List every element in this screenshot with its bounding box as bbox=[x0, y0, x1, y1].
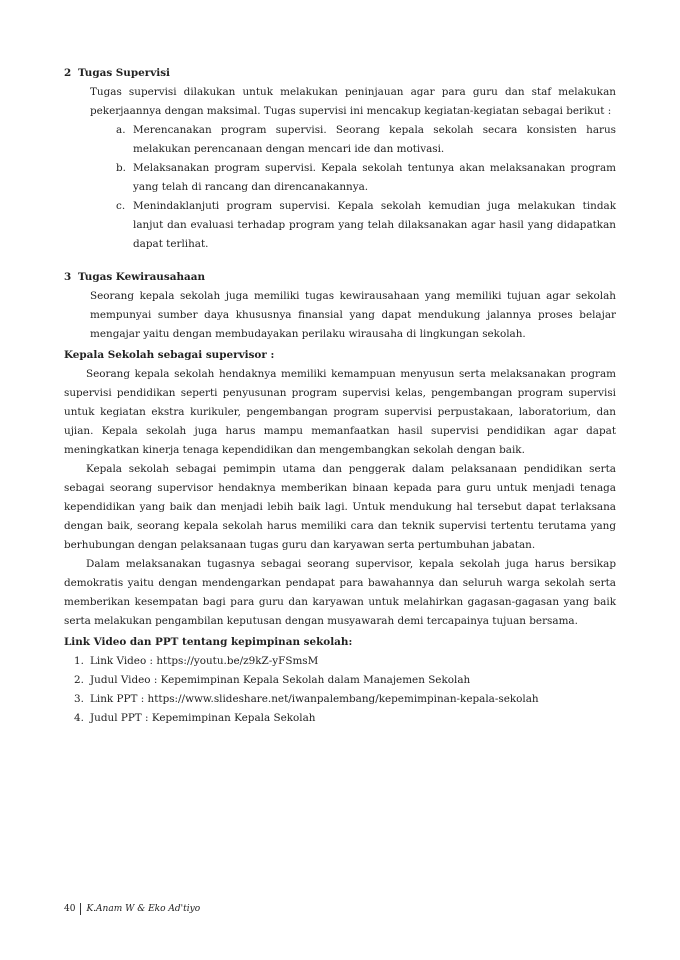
list-item bbox=[116, 197, 616, 254]
page-footer bbox=[64, 902, 200, 916]
section-2-intro: Tugas supervisi dilakukan untuk melakukan peninjauan agar para guru dan staf melakukan pekerjaannya dengan maksimal. Tugas supervisi ini mencakup kegiatan-kegiatan sebagai berikut : bbox=[90, 86, 616, 117]
section-3-body bbox=[64, 287, 616, 344]
page-content bbox=[64, 64, 616, 728]
video-link-text[interactable]: Link Video : https://youtu.be/z9kZ-yFSmsM bbox=[90, 655, 319, 667]
list-item-text: Merencanakan program supervisi. Seorang kepala sekolah secara konsisten harus melakukan perencanaan dengan mencari ide dan motivasi. bbox=[133, 124, 616, 155]
list-item-label: 2. bbox=[74, 674, 84, 686]
spacer bbox=[64, 254, 616, 268]
list-item bbox=[74, 652, 616, 671]
list-item-label: c. bbox=[116, 200, 126, 212]
footer-authors: K.Anam W & Eko Ad'tiyo bbox=[86, 904, 201, 914]
section-3-heading bbox=[64, 268, 616, 287]
list-item bbox=[74, 671, 616, 690]
supervisor-heading: Kepala Sekolah sebagai supervisor : bbox=[64, 349, 275, 361]
list-item-label: 1. bbox=[74, 655, 84, 667]
section-2-number: 2 bbox=[64, 67, 72, 79]
supervisor-paragraph-3: Dalam melaksanakan tugasnya sebagai seorang supervisor, kepala sekolah juga harus bersikap demokratis yaitu dengan mendengarkan pendapat para bawahannya dan seluruh warga sekolah serta memberikan kesempatan bagi para guru dan karyawan untuk melahirkan gagasan-gagasan yang baik serta melakukan pengambilan keputusan dengan musyawarah demi tercapainya tujuan bersama. bbox=[64, 558, 616, 627]
links-heading: Link Video dan PPT tentang kepimpinan sekolah: bbox=[64, 636, 353, 648]
section-3-number: 3 bbox=[64, 271, 72, 283]
section-3-title: Tugas Kewirausahaan bbox=[78, 271, 206, 283]
page-number: 40 bbox=[64, 904, 76, 914]
ppt-title-text: Judul PPT : Kepemimpinan Kepala Sekolah bbox=[90, 712, 316, 724]
supervisor-paragraph-1: Seorang kepala sekolah hendaknya memiliki kemampuan menyusun serta melaksanakan program supervisi pendidikan seperti penyusunan program supervisi kelas, pengembangan program supervisi untuk kegiatan ekstra kurikuler, pengembangan program supervisi perpustakaan, laboratorium, dan ujian. Kepala sekolah juga harus mampu memanfaatkan hasil supervisi pendidikan agar dapat meningkatkan kinerja tenaga kependidikan dan mengembangkan sekolah dengan baik. bbox=[64, 368, 616, 456]
list-item bbox=[74, 690, 616, 709]
list-item-label: 3. bbox=[74, 693, 84, 705]
section-2-title: Tugas Supervisi bbox=[78, 67, 170, 79]
list-item-text: Menindaklanjuti program supervisi. Kepala sekolah kemudian juga melakukan tindak lanjut dan evaluasi terhadap program yang telah dilaksanakan agar hasil yang didapatkan dapat terlihat. bbox=[133, 200, 616, 250]
section-2-body bbox=[64, 83, 616, 254]
supervisor-paragraph-2: Kepala sekolah sebagai pemimpin utama dan penggerak dalam pelaksanaan pendidikan serta sebagai seorang supervisor hendaknya memberikan binaan kepada para guru untuk menjadi tenaga kependidikan yang baik dan menjadi lebih baik lagi. Untuk mendukung hal tersebut dapat terlaksana dengan baik, seorang kepala sekolah harus memiliki cara dan teknik supervisi tertentu terutama yang berhubungan dengan pelaksanaan tugas guru dan karyawan serta pertumbuhan jabatan. bbox=[64, 463, 616, 551]
list-item bbox=[74, 709, 616, 728]
list-item-label: 4. bbox=[74, 712, 84, 724]
footer-divider bbox=[80, 903, 81, 915]
section-2-list bbox=[90, 121, 616, 254]
list-item bbox=[116, 159, 616, 197]
list-item bbox=[116, 121, 616, 159]
list-item-label: b. bbox=[116, 162, 126, 174]
ppt-link-text[interactable]: Link PPT : https://www.slideshare.net/iwanpalembang/kepemimpinan-kepala-sekolah bbox=[90, 693, 539, 705]
section-2-heading bbox=[64, 64, 616, 83]
list-item-text: Melaksanakan program supervisi. Kepala sekolah tentunya akan melaksanakan program yang telah di rancang dan direncanakannya. bbox=[133, 162, 616, 193]
list-item-label: a. bbox=[116, 124, 126, 136]
section-3-text: Seorang kepala sekolah juga memiliki tugas kewirausahaan yang memiliki tujuan agar sekolah mempunyai sumber daya khususnya finansial yang dapat mendukung jalannya proses belajar mengajar yaitu dengan membudayakan perilaku wirausaha di lingkungan sekolah. bbox=[90, 290, 616, 340]
links-list bbox=[64, 652, 616, 728]
video-title-text: Judul Video : Kepemimpinan Kepala Sekolah dalam Manajemen Sekolah bbox=[90, 674, 471, 686]
